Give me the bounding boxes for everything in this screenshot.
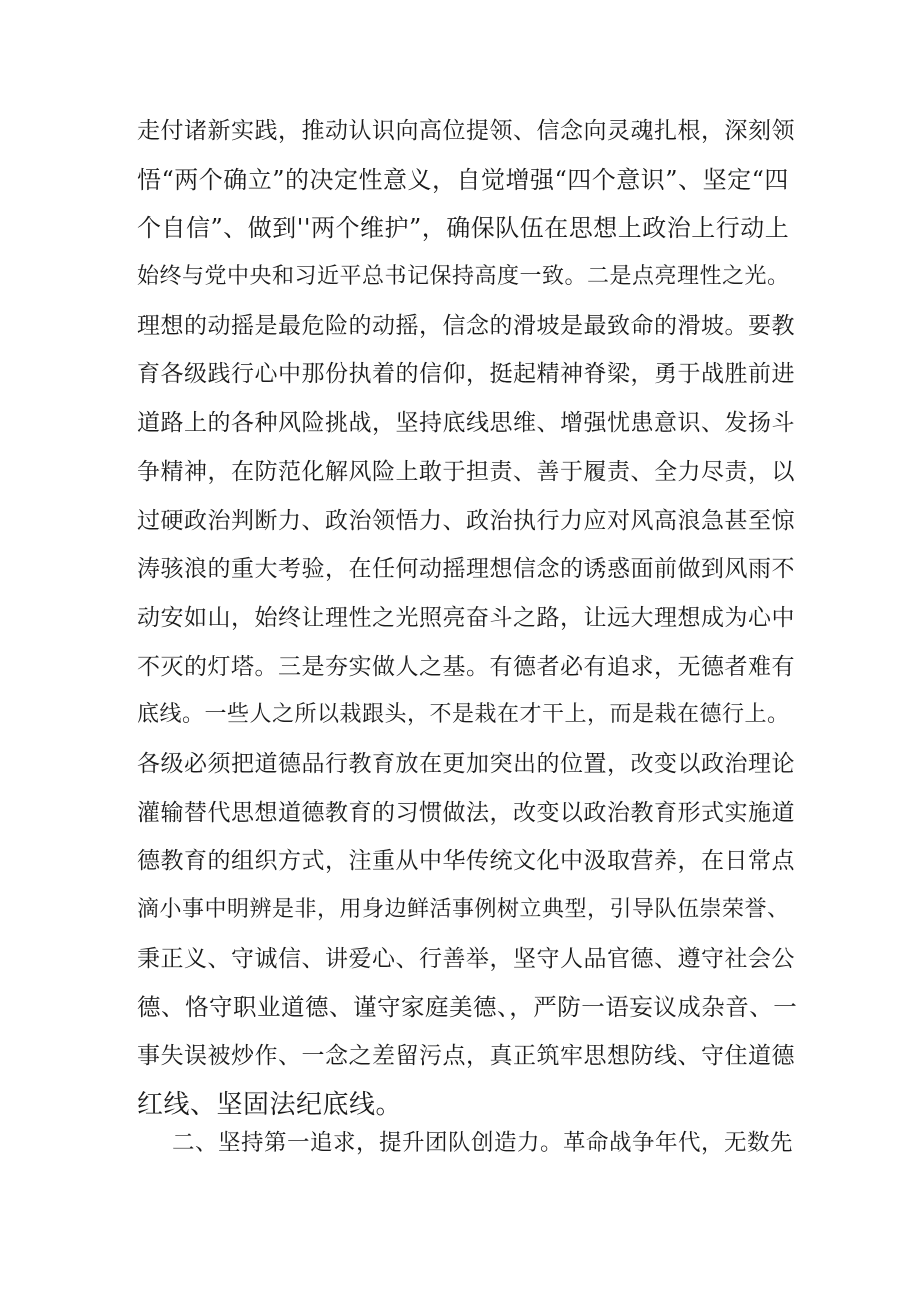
text-line: 个自信”、做到''两个维护”，确保队伍在思想上政治上行动上 [137,214,790,243]
body-paragraph [137,107,797,1129]
text-line: 德、恪守职业道德、谨守家庭美德、，严防一语妄议成杂音、一 [137,993,798,1022]
text-line: 悟“两个确立”的决定性意义，自觉增强“四个意识”、坚定“四 [137,165,789,194]
text-line: 过硬政治判断力、政治领悟力、政治执行力应对风高浪急甚至惊 [137,507,795,534]
text-line: 红线、坚固法纪底线。 [137,1089,403,1120]
text-line: 不灭的灯塔。三是夯实做人之基。有德者必有追求，无德者难有 [137,653,795,680]
text-line: 事失误被炒作、一念之差留污点，真正筑牢思想防线、守住道德 [137,1043,795,1070]
text-line: 各级必须把道德品行教育放在更加突出的位置，改变以政治理论 [137,750,795,777]
text-line: 底线。一些人之所以栽跟头，不是栽在才干上，而是栽在德行上。 [137,702,790,728]
text-line: 育各级践行心中那份执着的信仰，挺起精神脊梁，勇于战胜前进 [137,361,795,388]
text-line: 动安如山，始终让理性之光照亮奋斗之路，让远大理想成为心中 [137,604,795,631]
text-line: 滴小事中明辨是非，用身边鲜活事例树立典型，引导队伍崇荣誉、 [137,897,790,922]
text-line: 走付诸新实践，推动认识向高位提领、信念向灵魂扎根，深刻领 [137,118,795,144]
text-line: 始终与党中央和习近平总书记保持高度一致。二是点亮理性之光。 [137,264,790,290]
text-line: 灌输替代思想道德教育的习惯做法，改变以政治教育形式实施道 [137,799,795,826]
text-line: 理想的动摇是最危险的动摇，信念的滑坡是最致命的滑坡。要教 [137,312,795,339]
text-line: 涛骇浪的重大考验，在任何动摇理想信念的诱惑面前做到风雨不 [137,556,795,583]
text-line: 德教育的组织方式，注重从中华传统文化中汲取营养，在日常点 [137,848,795,875]
text-line: 道路上的各种风险挑战，坚持底线思维、增强忧患意识、发扬斗 [137,410,795,437]
text-line: 争精神，在防范化解风险上敢于担责、善于履责、全力尽责，以 [137,458,795,485]
text-line: 秉正义、守诚信、讲爱心、行善举，坚守人品官德、遵守社会公 [137,945,795,972]
section-heading-line: 二、坚持第一追求，提升团队创造力。革命战争年代，无数先 [172,1130,794,1156]
